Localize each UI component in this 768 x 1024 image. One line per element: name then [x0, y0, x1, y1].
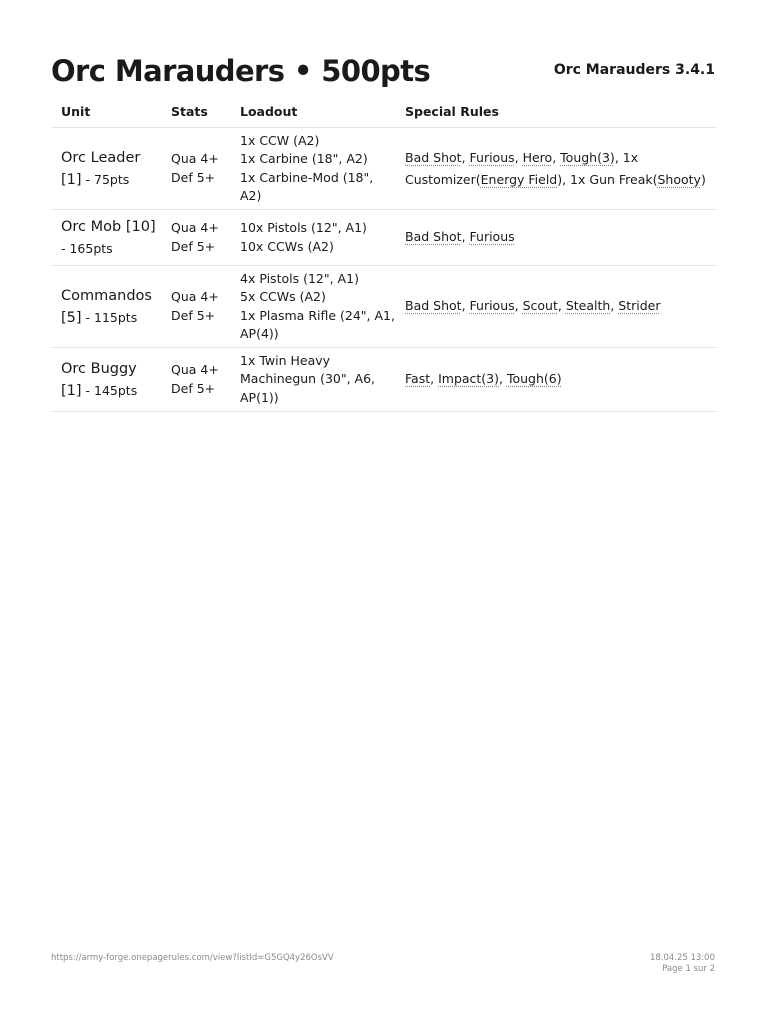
- page-title: Orc Marauders • 500pts: [51, 54, 431, 88]
- stats-cell: [161, 266, 230, 348]
- special-rule[interactable]: Impact(3): [438, 371, 500, 387]
- stats-cell: [161, 128, 230, 210]
- special-rule[interactable]: Tough(6): [506, 371, 562, 387]
- unit-cell: [51, 128, 161, 210]
- special-rules-cell: Fast, Impact(3), Tough(6): [395, 348, 717, 412]
- special-rule[interactable]: Bad Shot: [405, 149, 462, 165]
- footer-meta: [650, 953, 715, 975]
- loadout-item: 10x Pistols (12", A1): [240, 220, 367, 236]
- loadout-item: 1x CCW (A2): [240, 132, 320, 148]
- special-rule[interactable]: Stealth: [565, 298, 611, 314]
- loadout-item: 1x Carbine (18", A2): [240, 151, 368, 167]
- separator: ,: [514, 149, 523, 165]
- footer-timestamp: 18.04.25 13:00: [649, 953, 715, 963]
- rules-line: [405, 169, 717, 191]
- defense-stat: Def 5+: [171, 380, 216, 396]
- upgrade-text: ), 1x Gun Freak(: [557, 171, 658, 187]
- loadout-item: 5x CCWs (A2): [240, 289, 326, 305]
- loadout-item: 10x CCWs (A2): [240, 238, 334, 254]
- unit-size-points: [61, 380, 161, 402]
- unit-name: Orc Mob [10]: [61, 218, 156, 235]
- special-rule[interactable]: Energy Field: [480, 171, 558, 187]
- unit-size: [1]: [61, 171, 82, 188]
- rules-line: [405, 147, 717, 169]
- special-rule[interactable]: Furious: [469, 298, 515, 314]
- column-header-stats: Stats: [161, 95, 230, 128]
- loadout-item: 1x Plasma Rifle (24", A1, AP(4)): [240, 307, 395, 341]
- defense-stat: Def 5+: [171, 169, 216, 185]
- upgrade-text: , 1x: [614, 149, 639, 165]
- special-rule[interactable]: Hero: [522, 149, 553, 165]
- table-header-row: [51, 95, 717, 128]
- footer-url: https://army-forge.onepagerules.com/view?listId=G5GQ4y26OsVV: [51, 953, 334, 963]
- quality-stat: Qua 4+: [171, 151, 219, 167]
- special-rule[interactable]: Furious: [469, 149, 515, 165]
- special-rule[interactable]: Furious: [469, 229, 515, 245]
- unit-size: [5]: [61, 309, 82, 326]
- loadout-cell: [230, 348, 395, 412]
- units-table: [51, 95, 717, 412]
- defense-stat: Def 5+: [171, 238, 216, 254]
- table-row: [51, 348, 717, 412]
- unit-name: Orc Buggy: [61, 360, 137, 377]
- special-rules-cell: Bad Shot, Furious, Scout, Stealth, Strider: [395, 266, 717, 348]
- loadout-item: 1x Twin Heavy Machinegun (30", A6, AP(1)): [240, 352, 376, 405]
- defense-stat: Def 5+: [171, 307, 216, 323]
- column-header-unit: Unit: [51, 95, 161, 128]
- unit-size-points: [61, 169, 161, 191]
- special-rule[interactable]: Strider: [618, 298, 661, 314]
- loadout-item: 4x Pistols (12", A1): [240, 270, 359, 286]
- quality-stat: Qua 4+: [171, 289, 219, 305]
- column-header-loadout: Loadout: [230, 95, 395, 128]
- special-rule[interactable]: Scout: [522, 298, 558, 314]
- special-rule[interactable]: Bad Shot: [405, 229, 462, 245]
- loadout-cell: [230, 128, 395, 210]
- unit-points: - 145pts: [85, 382, 138, 398]
- unit-cell: [51, 266, 161, 348]
- special-rule[interactable]: Tough(3): [560, 149, 615, 165]
- table-row: [51, 210, 717, 266]
- special-rule[interactable]: Fast: [405, 371, 431, 387]
- unit-cell: [51, 348, 161, 412]
- upgrade-text: ): [700, 171, 706, 187]
- separator: ,: [552, 149, 561, 165]
- loadout-item: 1x Carbine-Mod (18", A2): [240, 169, 374, 203]
- special-rules-cell: [395, 128, 717, 210]
- unit-size-points: [61, 307, 161, 329]
- unit-cell: [51, 210, 161, 266]
- footer-page-number: Page 1 sur 2: [662, 964, 715, 974]
- special-rule[interactable]: Shooty: [657, 171, 701, 187]
- unit-points: - 115pts: [85, 309, 138, 325]
- stats-cell: [161, 348, 230, 412]
- army-version: Orc Marauders 3.4.1: [553, 62, 715, 78]
- unit-name: Commandos: [61, 287, 152, 304]
- special-rule[interactable]: Bad Shot: [405, 298, 462, 314]
- loadout-cell: [230, 266, 395, 348]
- upgrade-text: Customizer(: [405, 171, 481, 187]
- special-rules-cell: Bad Shot, Furious: [395, 210, 717, 266]
- unit-size: [1]: [61, 382, 82, 399]
- table-row: [51, 266, 717, 348]
- unit-name: Orc Leader: [61, 149, 141, 166]
- unit-points: - 165pts: [61, 240, 113, 256]
- table-row: [51, 128, 717, 210]
- separator: ,: [461, 149, 470, 165]
- unit-points: - 75pts: [85, 171, 130, 187]
- quality-stat: Qua 4+: [171, 220, 219, 236]
- column-header-special-rules: Special Rules: [395, 95, 717, 128]
- quality-stat: Qua 4+: [171, 362, 219, 378]
- stats-cell: [161, 210, 230, 266]
- loadout-cell: [230, 210, 395, 266]
